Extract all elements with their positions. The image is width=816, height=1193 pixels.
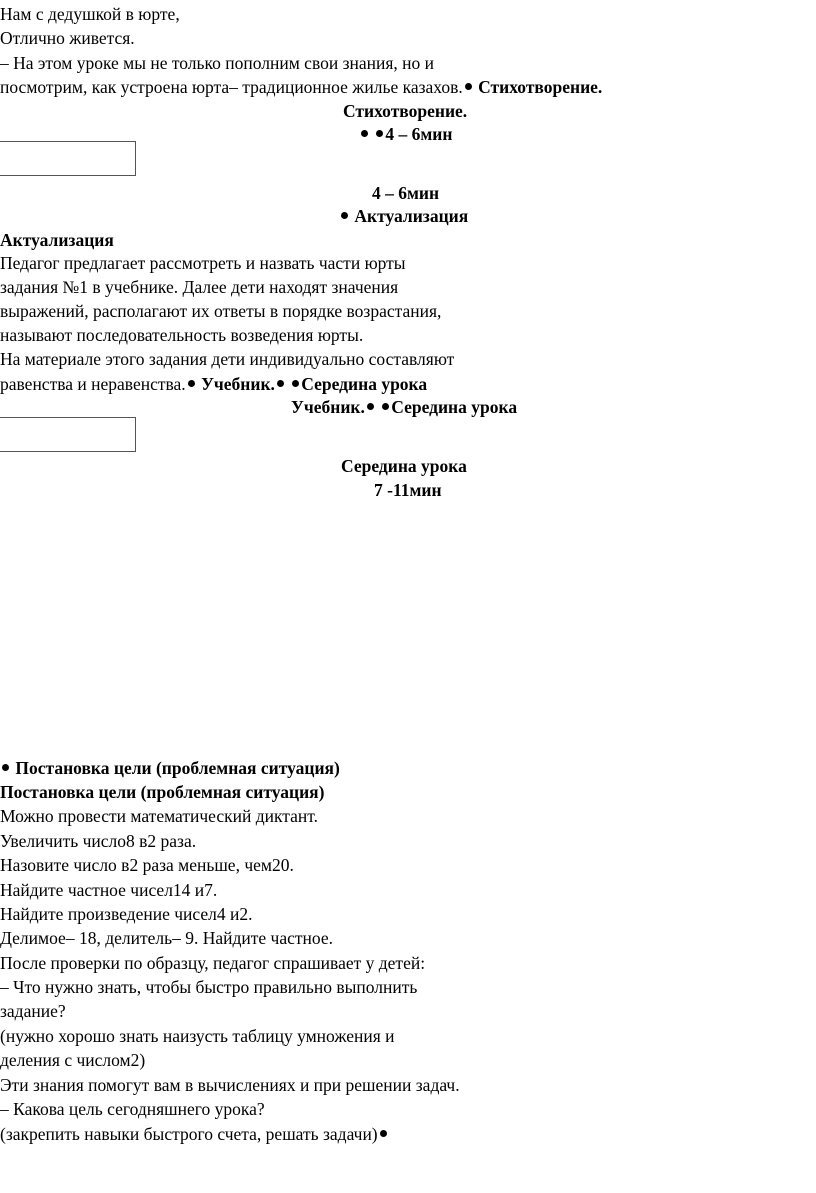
- goal-line: Делимое– 18, делитель– 9. Найдите частное.: [0, 928, 334, 948]
- bullet-icon: [376, 130, 383, 137]
- bullet-icon: [380, 1130, 387, 1137]
- actualization-tag-1: Учебник.: [201, 374, 275, 394]
- bullet-icon: [188, 380, 195, 387]
- placeholder-box-2: [0, 417, 136, 452]
- section1-time-inline: [359, 122, 452, 146]
- section2-title: [291, 395, 517, 419]
- goal-line: Найдите частное чисел14 и7.: [0, 880, 218, 900]
- goal-line: Увеличить число8 в2 раза.: [0, 831, 197, 851]
- goal-line: Эти знания помогут вам в вычислениях и при решении задач.: [0, 1075, 460, 1095]
- bullet-icon: [2, 764, 9, 771]
- goal-bullet-heading-text: Постановка цели (проблемная ситуация): [15, 758, 340, 778]
- section1-next-text: Актуализация: [354, 206, 469, 226]
- section2-mid: Середина урока: [341, 456, 467, 476]
- actualization-line-5: На материале этого задания дети индивидуально составляют: [0, 349, 455, 369]
- goal-line-last: [0, 1122, 389, 1146]
- goal-bullet-heading: [0, 756, 340, 780]
- actualization-line-6: [0, 372, 427, 396]
- actualization-line-6-text: равенства и неравенства.: [0, 374, 186, 394]
- goal-line-last-text: (закрепить навыки быстрого счета, решать задачи): [0, 1124, 378, 1144]
- bullet-icon: [292, 380, 299, 387]
- actualization-heading: Актуализация: [0, 230, 114, 250]
- section1-time: 4 – 6мин: [372, 183, 440, 203]
- actualization-line-1: Педагог предлагает рассмотреть и назвать части юрты: [0, 253, 406, 273]
- goal-heading: Постановка цели (проблемная ситуация): [0, 782, 325, 802]
- poem-line-1: Нам с дедушкой в юрте,: [0, 4, 180, 24]
- actualization-line-3: выражений, располагают их ответы в порядке возрастания,: [0, 301, 442, 321]
- goal-line: Можно провести математический диктант.: [0, 806, 318, 826]
- goal-line: После проверки по образцу, педагог спрашивает у детей:: [0, 953, 426, 973]
- bullet-icon: [341, 212, 348, 219]
- poem-line-2: Отлично живется.: [0, 28, 135, 48]
- bullet-icon: [277, 380, 284, 387]
- goal-line: Назовите число в2 раза меньше, чем20.: [0, 855, 294, 875]
- bullet-icon: [465, 83, 472, 90]
- bullet-icon: [367, 403, 374, 410]
- section2-title2-text: Середина урока: [391, 397, 518, 417]
- actualization-line-4: называют последовательность возведения юрты.: [0, 325, 364, 345]
- placeholder-box-1: [0, 141, 136, 176]
- goal-line: – Какова цель сегодняшнего урока?: [0, 1099, 265, 1119]
- section2-time: 7 -11мин: [374, 480, 442, 500]
- actualization-line-2: задания №1 в учебнике. Далее дети находят значения: [0, 277, 399, 297]
- goal-line: (нужно хорошо знать наизусть таблицу умножения и: [0, 1026, 395, 1046]
- actualization-tag-2: Середина урока: [301, 374, 428, 394]
- bullet-icon: [361, 130, 368, 137]
- section2-title-text: Учебник.: [291, 397, 365, 417]
- intro-tag: Стихотворение.: [478, 77, 603, 97]
- section1-next: [339, 204, 468, 228]
- goal-line: деления с числом2): [0, 1050, 146, 1070]
- intro-text: посмотрим, как устроена юрта– традиционное жилье казахов.: [0, 77, 463, 97]
- goal-line: задание?: [0, 1001, 66, 1021]
- intro-line-2: [0, 75, 602, 99]
- section1-title: Стихотворение.: [343, 101, 468, 121]
- bullet-icon: [382, 403, 389, 410]
- goal-line: – Что нужно знать, чтобы быстро правильно выполнить: [0, 977, 418, 997]
- goal-line: Найдите произведение чисел4 и2.: [0, 904, 253, 924]
- intro-line-1: – На этом уроке мы не только пополним свои знания, но и: [0, 53, 435, 73]
- section1-time-inline-text: 4 – 6мин: [385, 124, 453, 144]
